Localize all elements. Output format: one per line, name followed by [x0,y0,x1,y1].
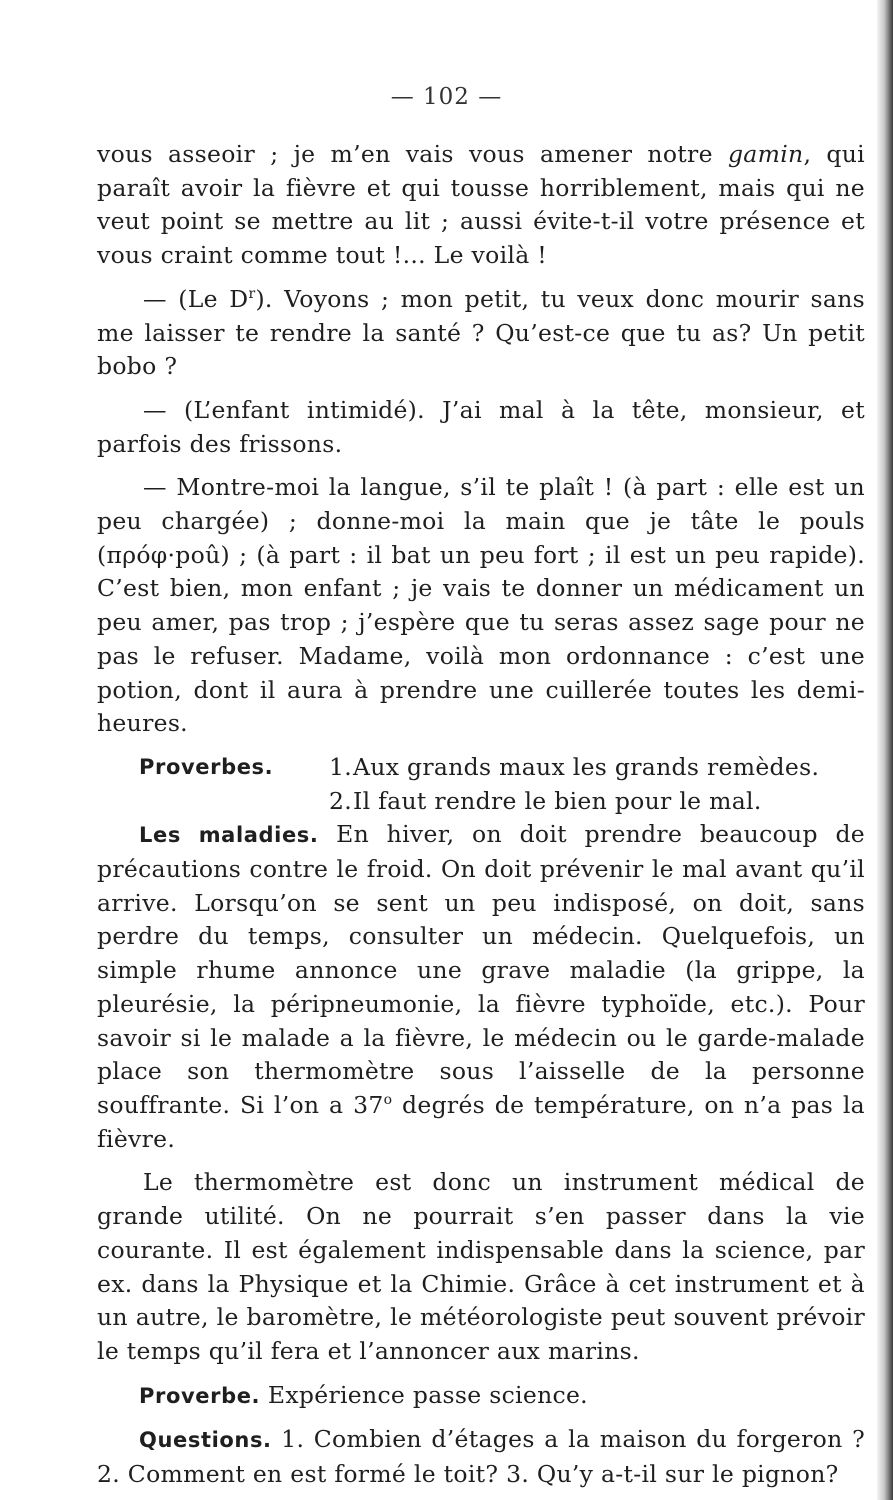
paragraph-text: degrés de température, on n’a pas la fièvre. [97,1090,865,1153]
paragraph-text: — (Le D [143,284,249,313]
paragraph-text: ). Voyons ; mon petit, tu veux donc mourir sans me laisser te rendre la santé ? Qu’est-ce que tu as? Un petit bobo ? [97,284,866,381]
dialogue-paragraph-3: — (L’enfant intimidé). J’ai mal à la tête, monsieur, et parfois des frissons. [97,395,865,458]
questions-label: Questions. [139,1428,272,1453]
proverbs-block [97,751,865,818]
questions-paragraph [97,1423,865,1491]
page-edge-shadow [877,0,893,1500]
proverb-spacer [139,785,329,819]
paragraph-text: Expérience passe science. [260,1380,588,1409]
paragraph-text: 1. Combien d’étages a la maison du forgeron ? 2. Comment en est formé le toit? 3. Qu’y a-t-il sur le pignon? [97,1425,865,1489]
proverb-text: Aux grands maux les grands remèdes. [353,752,820,781]
maladies-label: Les maladies. [139,823,319,848]
dialogue-paragraph-1 [97,138,865,273]
paragraph-text: vous asseoir ; je m’en vais vous amener notre [97,140,728,168]
proverb-text: Il faut rendre le bien pour le mal. [353,786,762,815]
maladies-paragraph [97,818,865,1156]
italic-word: gamin [727,140,804,168]
paragraph-text: En hiver, on doit prendre beaucoup de précautions contre le froid. On doit prévenir le mal avant qu’il arrive. Lorsqu’on se sent un peu indisposé, on doit, sans perdre du temps, consulter un médecin. Quelquefois, un simple rhume annonce une grave maladie (la grippe, la pleurésie, la péripneumonie, la fièvre typhoïde, etc.). Pour savoir si le malade a la fièvre, le médecin ou le garde-malade place son thermomètre sous l’aisselle de la personne souffrante. Si l’on a 37 [97,820,865,1119]
proverbe-label: Proverbe. [139,1383,261,1408]
proverb-row [97,751,865,785]
thermometre-paragraph: Le thermomètre est donc un instrument médical de grande utilité. On ne pourrait s’en passer dans la vie courante. Il est également indispensable dans la science, par ex. dans la Physique et la Chimie. Grâce à cet instrument et à un autre, le baromètre, le météorologiste peut souvent prévoir le temps qu’il fera et l’annoncer aux marins. [97,1168,865,1365]
superscript: o [383,1092,393,1109]
proverb-row [97,785,865,819]
paragraph-text: , qui paraît avoir la fièvre et qui tousse horriblement, mais qui ne veut point se mettre au lit ; aussi évite-t-il votre présence et vous craint comme tout !... Le voilà ! [97,140,865,270]
dialogue-paragraph-2 [97,283,865,384]
proverb-number: 2. [329,786,353,815]
proverbs-label: Proverbes. [139,754,274,779]
page-body [97,138,865,1492]
proverbe-paragraph [97,1379,865,1414]
page-number: — 102 — [390,84,503,110]
superscript: r [248,285,256,302]
proverb-number: 1. [329,752,353,781]
dialogue-paragraph-4: — Montre-moi la langue, s’il te plaît ! (à part : elle est un peu chargée) ; donne-moi la main que je tâte le pouls (πρόφ·poû) ; (à part : il bat un peu fort ; il est un peu rapide). C’est bien, mon enfant ; je vais te donner un médicament un peu amer, pas trop ; j’espère que tu seras assez sage pour ne pas le refuser. Madame, voilà mon ordonnance : c’est une potion, dont il aura à prendre une cuillerée toutes les demi-heures. [97,473,865,738]
